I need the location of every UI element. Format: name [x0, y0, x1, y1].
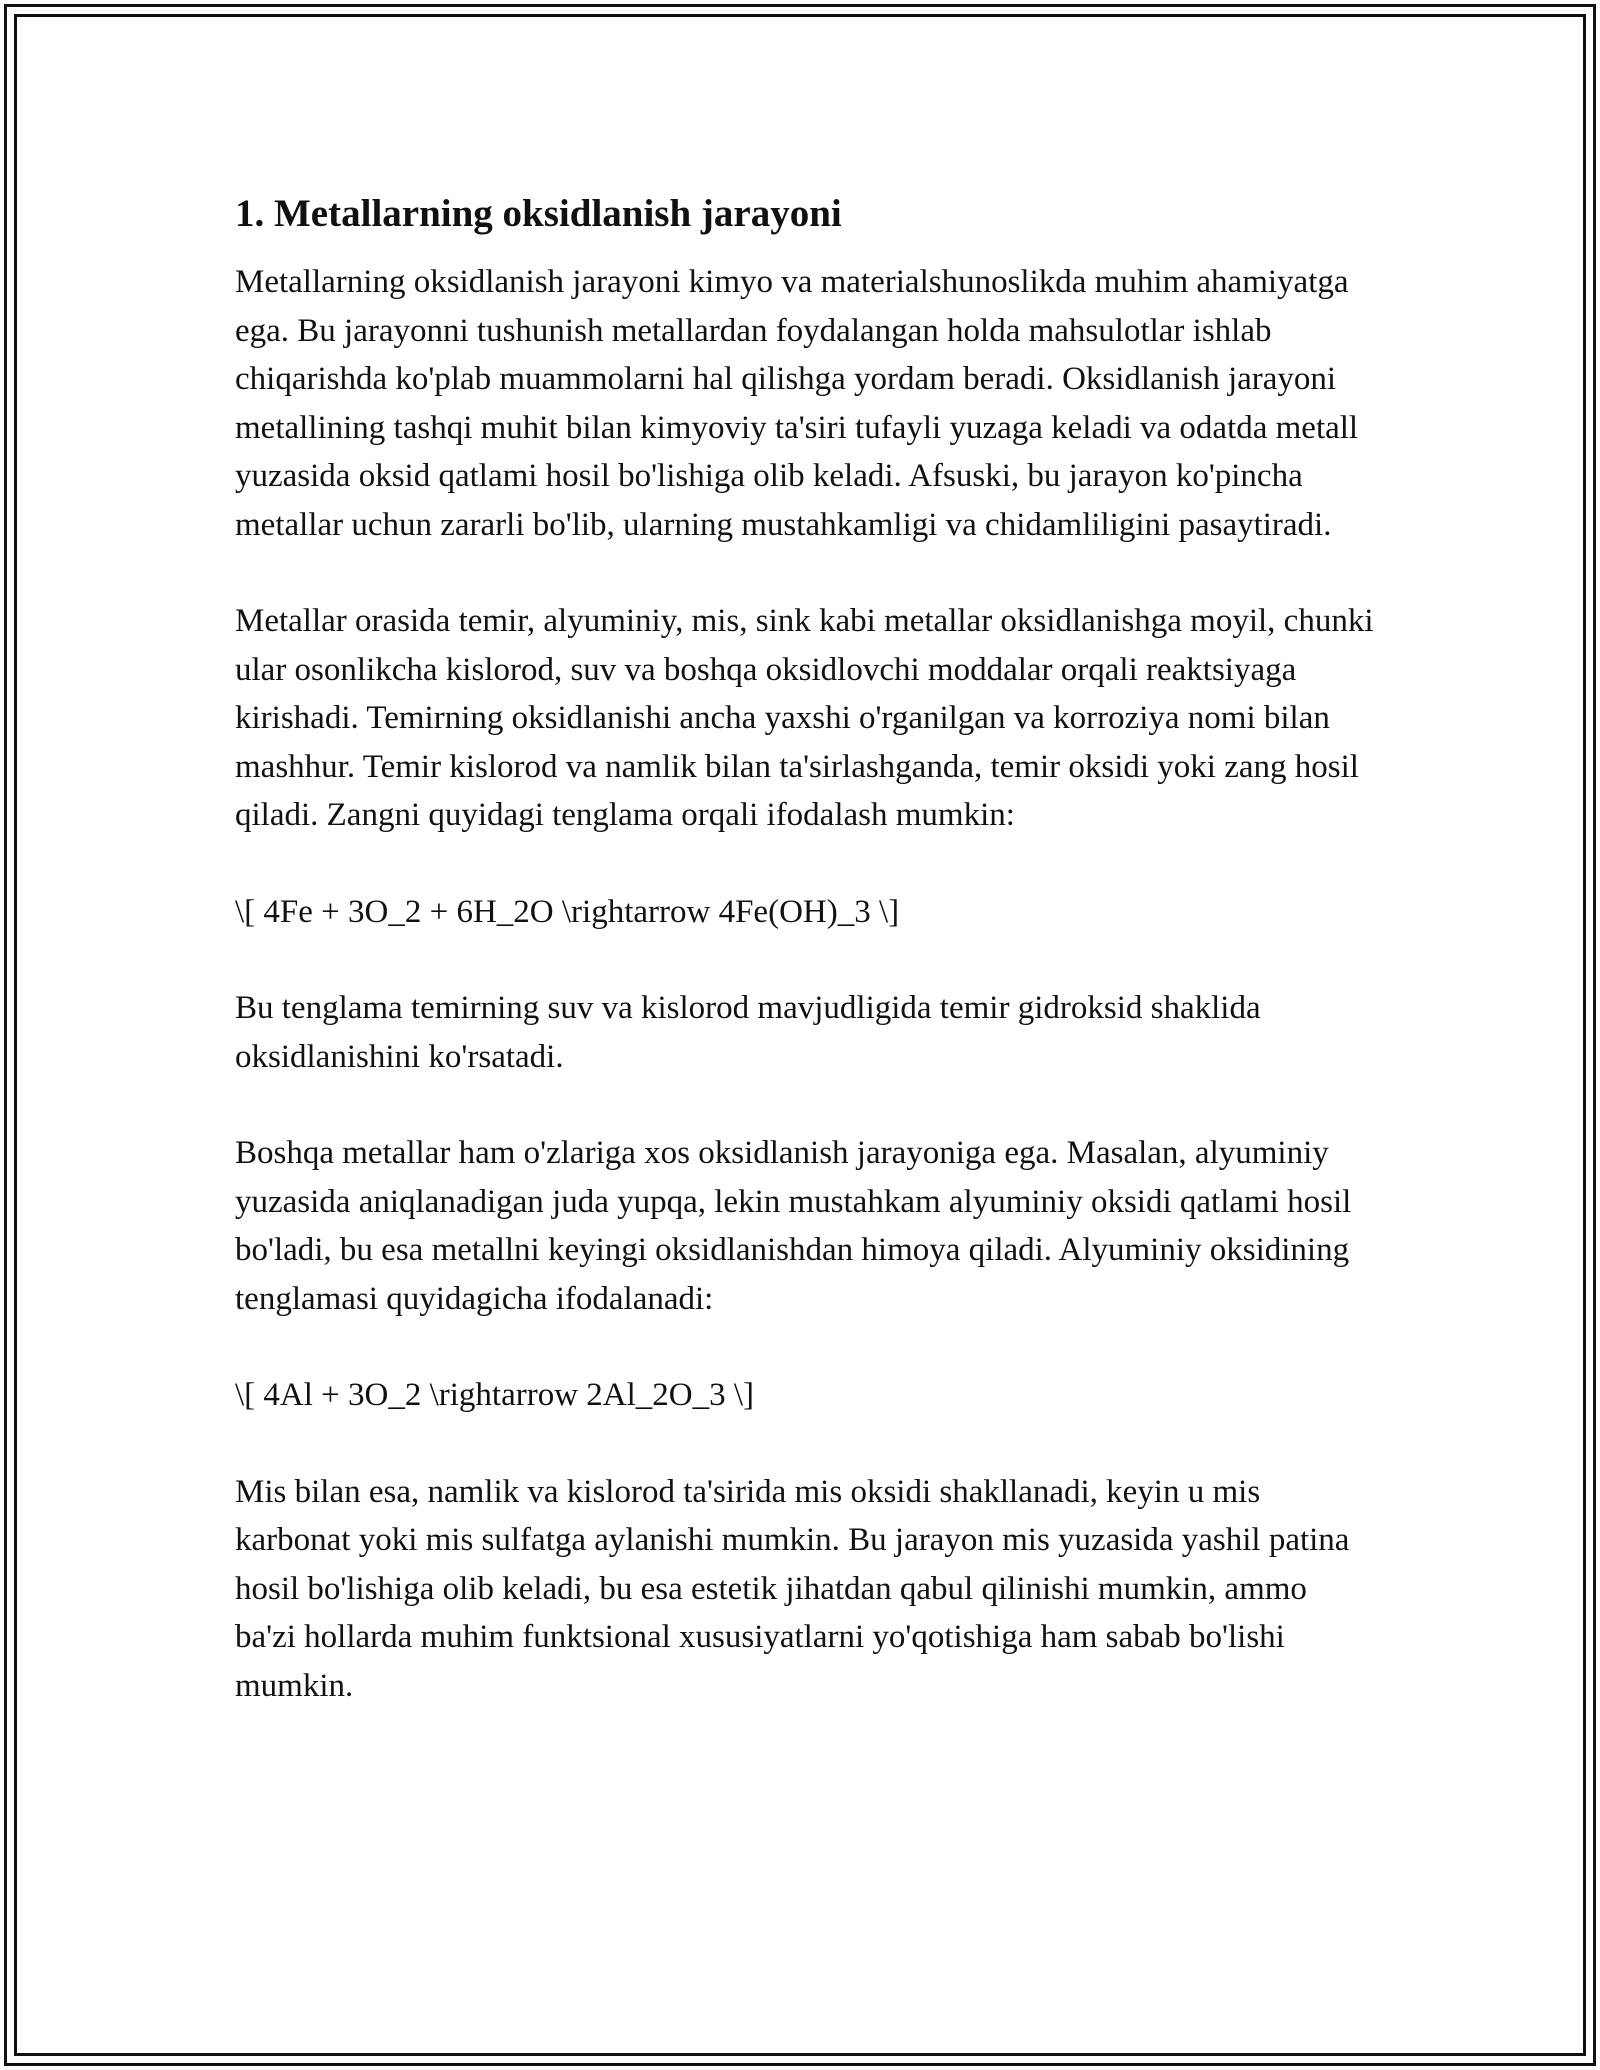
- document-body: [235, 186, 1375, 1758]
- paragraph-iron-explanation: Bu tenglama temirning suv va kislorod mavjudligida temir gidroksid shaklida oksidlanishini ko'rsatadi.: [235, 990, 1261, 1075]
- section-heading: 1. Metallarning oksidlanish jarayoni: [235, 192, 842, 235]
- paragraph-metals: Metallar orasida temir, alyuminiy, mis, sink kabi metallar oksidlanishga moyil, chunki ular osonlikcha kislorod, suv va boshqa oksidlovchi moddalar orqali reaktsiyaga kirishadi. Temirning oksidlanishi ancha yaxshi o'rganilgan va korroziya nomi bilan mashhur. Temir kislorod va namlik bilan ta'sirlashganda, temir oksidi yoki zang hosil qiladi. Zangni quyidagi tenglama orqali ifodalash mumkin:: [235, 603, 1374, 833]
- equation-iron-rust: \[ 4Fe + 3O_2 + 6H_2O \rightarrow 4Fe(OH)_3 \]: [235, 893, 900, 930]
- paragraph-aluminium: Boshqa metallar ham o'zlariga xos oksidlanish jarayoniga ega. Masalan, alyuminiy yuzasida aniqlanadigan juda yupqa, lekin mustahkam alyuminiy oksidi qatlami hosil bo'ladi, bu esa metallni keyingi oksidlanishdan himoya qiladi. Alyuminiy oksidining tenglamasi quyidagicha ifodalanadi:: [235, 1135, 1352, 1317]
- equation-aluminium-oxide: \[ 4Al + 3O_2 \rightarrow 2Al_2O_3 \]: [235, 1377, 755, 1413]
- paragraph-intro: Metallarning oksidlanish jarayoni kimyo va materialshunoslikda muhim ahamiyatga ega. Bu jarayonni tushunish metallardan foydalangan holda mahsulotlar ishlab chiqarishda ko'plab muammolarni hal qilishga yordam beradi. Oksidlanish jarayoni metallining tashqi muhit bilan kimyoviy ta'siri tufayli yuzaga keladi va odatda metall yuzasida oksid qatlami hosil bo'lishiga olib keladi. Afsuski, bu jarayon ko'pincha metallar uchun zararli bo'lib, ularning mustahkamligi va chidamliligini pasaytiradi.: [235, 264, 1359, 543]
- paragraph-copper: Mis bilan esa, namlik va kislorod ta'sirida mis oksidi shakllanadi, keyin u mis karbonat yoki mis sulfatga aylanishi mumkin. Bu jarayon mis yuzasida yashil patina hosil bo'lishiga olib keladi, bu esa estetik jihatdan qabul qilinishi mumkin, ammo ba'zi hollarda muhim funktsional xususiyatlarni yo'qotishiga ham sabab bo'lishi mumkin.: [235, 1473, 1350, 1704]
